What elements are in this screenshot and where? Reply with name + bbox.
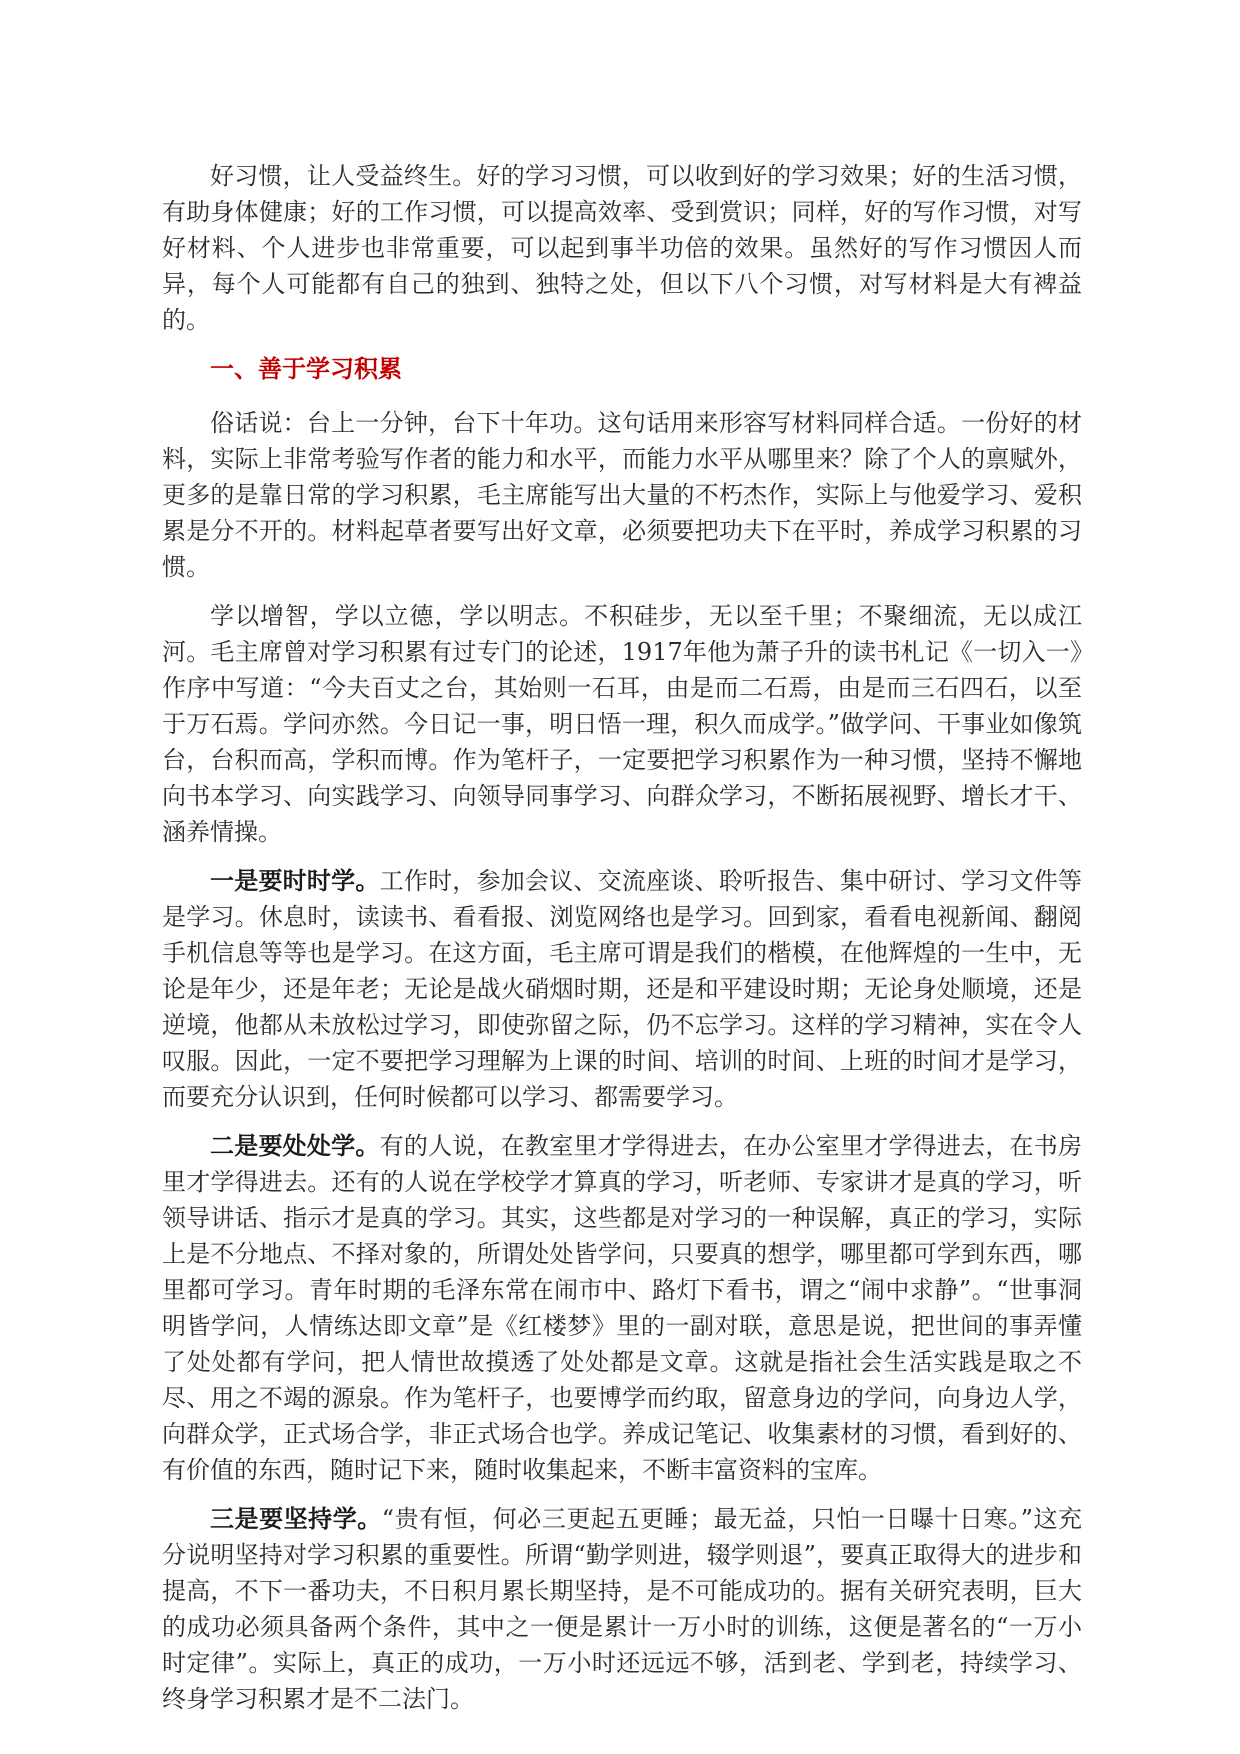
document-body [162,158,1082,1730]
section-heading: 一、善于学习积累 [210,355,402,383]
section-paragraph-2: 学以增智，学以立德，学以明志。不积硅步，无以至千里；不聚细流，无以成江河。毛主席曾对学习积累有过专门的论述，1917年他为萧子升的读书札记《一切入一》作序中写道：“今夫百丈之台，其始则一石耳，由是而二石焉，由是而三石四石，以至于万石焉。学问亦然。今日记一事，明日悟一理，积久而成学。”做学问、干事业如像筑台，台积而高，学积而博。作为笔杆子，一定要把学习积累作为一种习惯，坚持不懈地向书本学习、向实践学习、向领导同事学习、向群众学习，不断拓展视野、增长才干、涵养情操。 [162,602,1082,846]
point-text-3: “贵有恒，何必三更起五更睡；最无益，只怕一日曝十日寒。”这充分说明坚持对学习积累的重要性。所谓“勤学则进，辍学则退”，要真正取得大的进步和提高，不下一番功夫，不日积月累长期坚持，是不可能成功的。据有关研究表明，巨大的成功必须具备两个条件，其中之一便是累计一万小时的训练，这便是著名的“一万小时定律”。实际上，真正的成功，一万小时还远远不够，活到老、学到老，持续学习、终身学习积累才是不二法门。 [162,1505,1083,1713]
section-paragraph-1: 俗话说：台上一分钟，台下十年功。这句话用来形容写材料同样合适。一份好的材料，实际上非常考验写作者的能力和水平，而能力水平从哪里来？除了个人的禀赋外，更多的是靠日常的学习积累，毛主席能写出大量的不朽杰作，实际上与他爱学习、爱积累是分不开的。材料起草者要写出好文章，必须要把功夫下在平时，养成学习积累的习惯。 [162,409,1082,581]
intro-paragraph: 好习惯，让人受益终生。好的学习习惯，可以收到好的学习效果；好的生活习惯，有助身体健康；好的工作习惯，可以提高效率、受到赏识；同样，好的写作习惯，对写好材料、个人进步也非常重要，可以起到事半功倍的效果。虽然好的写作习惯因人而异，每个人可能都有自己的独到、独特之处，但以下八个习惯，对写材料是大有裨益的。 [162,162,1082,334]
point-lead-2: 二是要处处学。 [210,1132,380,1160]
point-lead-1: 一是要时时学。 [210,867,380,895]
point-paragraph-2 [162,1128,1082,1488]
point-paragraph-3 [162,1501,1082,1717]
point-text-2: 有的人说，在教室里才学得进去，在办公室里才学得进去，在书房里才学得进去。还有的人说在学校学才算真的学习，听老师、专家讲才是真的学习，听领导讲话、指示才是真的学习。其实，这些都是对学习的一种误解，真正的学习，实际上是不分地点、不择对象的，所谓处处皆学问，只要真的想学，哪里都可学到东西，哪里都可学习。青年时期的毛泽东常在闹市中、路灯下看书，谓之“闹中求静”。“世事洞明皆学问，人情练达即文章”是《红楼梦》里的一副对联，意思是说，把世间的事弄懂了处处都有学问，把人情世故摸透了处处都是文章。这就是指社会生活实践是取之不尽、用之不竭的源泉。作为笔杆子，也要博学而约取，留意身边的学问，向身边人学，向群众学，正式场合学，非正式场合也学。养成记笔记、收集素材的习惯，看到好的、有价值的东西，随时记下来，随时收集起来，不断丰富资料的宝库。 [162,1132,1083,1484]
point-lead-3: 三是要坚持学。 [210,1505,382,1533]
point-paragraph-1 [162,863,1082,1115]
point-text-1: 工作时，参加会议、交流座谈、聆听报告、集中研讨、学习文件等是学习。休息时，读读书、看看报、浏览网络也是学习。回到家，看看电视新闻、翻阅手机信息等等也是学习。在这方面，毛主席可谓是我们的楷模，在他辉煌的一生中，无论是年少，还是年老；无论是战火硝烟时期，还是和平建设时期；无论身处顺境，还是逆境，他都从未放松过学习，即使弥留之际，仍不忘学习。这样的学习精神，实在令人叹服。因此，一定不要把学习理解为上课的时间、培训的时间、上班的时间才是学习，而要充分认识到，任何时候都可以学习、都需要学习。 [162,867,1083,1111]
